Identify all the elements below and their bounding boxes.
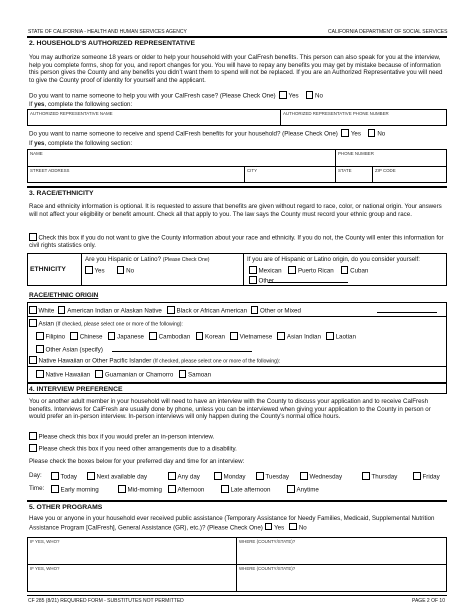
asian-row [29,319,183,329]
native-hawaiian-label: Native Hawaiian [45,371,91,379]
ar-name-field[interactable] [28,117,279,125]
other-arrangements-label: Please check this box if you need other arrangements due to a disability. [38,445,237,453]
spend-no-checkbox[interactable] [368,129,376,137]
section-4-rule [27,382,447,384]
spend-yes-label: Yes [350,130,361,138]
spend-question [29,129,385,138]
header-rule [27,36,447,38]
day-thursday [362,472,397,481]
mid-morning-checkbox[interactable] [118,485,126,493]
help-yes-checkbox[interactable] [279,91,287,99]
other-asian-line[interactable] [112,351,252,352]
asian-indian-label: Asian Indian [286,333,321,341]
japanese-checkbox[interactable] [108,332,116,340]
who-label-1: IF YES, WHO? [30,539,60,544]
assistance-yes-checkbox[interactable] [265,523,273,531]
other-origin-checkbox[interactable] [249,276,257,284]
wednesday-checkbox[interactable] [300,472,308,480]
time-afternoon [168,485,204,494]
help-ifyes-note [29,101,132,109]
race-row-1 [29,306,301,315]
nhpi-label: Native Hawaiian or Other Pacific Islander [38,357,152,365]
ethnicity-divider-1 [81,253,82,286]
puerto-rican-label: Puerto Rican [297,267,334,275]
other-mixed-line[interactable] [377,312,437,313]
asian-checkbox[interactable] [29,319,37,327]
inperson-row [29,432,214,441]
phone-label: PHONE NUMBER [338,151,374,156]
where-field-1[interactable] [237,545,446,563]
other-asian-label: Other Asian (specify) [45,346,103,354]
ifyes-post-2: , complete the following section: [44,140,133,147]
asian-label: Asian [38,320,54,328]
city-label: CITY [247,168,258,173]
who-field-2[interactable] [28,572,235,591]
thursday-label: Thursday [371,473,398,481]
mexican-label: Mexican [258,267,282,275]
asian-note: (If checked, please select one or more of the following): [55,321,183,328]
section-5-paragraph [29,515,445,532]
japanese-label: Japanese [117,333,144,341]
spend-no-label: No [377,130,386,138]
help-no-label: No [315,92,323,100]
decline-race-text: Check this box if you do not want to give the County information about your race and ethnicity. If you do not, the County will enter this information for civil rights statistics only. [29,234,444,250]
ethnicity-label: ETHNICITY [30,266,66,273]
name-field[interactable] [28,157,334,165]
cuban-label: Cuban [350,267,369,275]
ifyes-pre: If [29,101,35,108]
nhpi-note: (If checked, please select one or more of the following): [153,358,281,365]
decline-race-row [29,233,445,250]
hispanic-options [85,266,134,275]
filipino-label: Filipino [45,333,66,341]
section-3-paragraph: Race and ethnicity information is optional. It is requested to assure that benefits are given without regard to race, color, or national origin. Your answers will not affect your eligibility or benefit amount. Check all that apply to you. The law says the County must record your ethnic group and race. [29,203,442,218]
vietnamese-checkbox[interactable] [230,332,238,340]
chinese-checkbox[interactable] [70,332,78,340]
any-day-checkbox[interactable] [168,472,176,480]
afternoon-checkbox[interactable] [168,485,176,493]
section-5-title: 5. OTHER PROGRAMS [29,504,103,511]
state-label: STATE [338,168,352,173]
laotian-checkbox[interactable] [326,332,334,340]
spend-yes-checkbox[interactable] [341,129,349,137]
name-label: NAME [30,151,43,156]
assistance-no-checkbox[interactable] [289,523,297,531]
hispanic-no-label: No [126,267,135,275]
help-yes-label: Yes [288,92,299,100]
origin-options [249,266,368,275]
white-label: White [38,307,55,315]
anytime-label: Anytime [296,486,319,494]
nhpi-checkbox[interactable] [29,356,37,364]
other-origin-line[interactable] [268,282,348,283]
american-indian-checkbox[interactable] [58,306,66,314]
ifyes-bold-2: yes [34,140,45,147]
monday-label: Monday [223,473,246,481]
ifyes-bold: yes [34,101,45,108]
inperson-label: Please check this box if you would prefer an in-person interview. [38,433,215,441]
early-morning-checkbox[interactable] [51,485,59,493]
nhpi-row [29,356,280,366]
spend-question-text: Do you want to name someone to receive and spend CalFresh benefits for your household? (Please Check One) [29,130,338,138]
ar-phone-field[interactable] [281,117,446,125]
street-field[interactable] [28,174,243,182]
anytime-checkbox[interactable] [287,485,295,493]
today-checkbox[interactable] [51,472,59,480]
section-3-title: 3. RACE/ETHNICITY [29,190,94,197]
laotian-label: Laotian [335,333,356,341]
hispanic-question [85,256,209,265]
guamanian-label: Guamanian or Chamorro [104,371,174,379]
street-label: STREET ADDRESS [30,168,70,173]
day-wednesday [300,472,342,481]
tuesday-label: Tuesday [265,473,290,481]
decline-race-checkbox[interactable] [29,233,37,241]
section-4-paragraph: You or another adult member in your household will need to have an interview with the County to discuss your application and to receive CalFresh benefits. Interviews for CalFresh are usually done by phone, unless you can be interviewed when giving your application to the County in person or would prefer an in-person interview. In-person interviews will only happen during the County’s normal office hours. [29,398,431,421]
white-checkbox[interactable] [29,306,37,314]
person-row-divider [27,166,447,167]
ifyes-pre-2: If [29,140,35,147]
who-label-2: IF YES, WHO? [30,566,60,571]
black-label: Black or African American [176,307,248,315]
race-row-1-divider [27,316,447,317]
race-row-2-divider [27,366,447,367]
section-2-title: 2. HOUSEHOLD’S AUTHORIZED REPRESENTATIVE [29,40,196,47]
other-asian-checkbox[interactable] [36,345,44,353]
friday-label: Friday [422,473,440,481]
ifyes-post: , complete the following section: [44,101,133,108]
day-friday [413,472,440,481]
state-field[interactable] [336,174,371,182]
other-asian-row [36,345,103,354]
zip-field[interactable] [373,174,446,182]
afternoon-label: Afternoon [177,486,205,494]
wednesday-label: Wednesday [309,473,343,481]
today-label: Today [60,473,78,481]
who-field-1[interactable] [28,545,235,563]
assistance-yes-label: Yes [274,524,285,532]
spend-ifyes-note [29,140,132,148]
day-today [51,472,77,481]
days-prompt: Please check the boxes below for your preferred day and time for an interview: [29,458,245,465]
assistance-row-divider [27,564,447,565]
other-mixed-label: Other or Mixed [260,307,301,315]
day-monday [214,472,246,481]
cuban-checkbox[interactable] [341,266,349,274]
ar-phone-label: AUTHORIZED REPRESENTATIVE PHONE NUMBER [283,111,389,116]
late-afternoon-label: Late afternoon [230,486,271,494]
where-label-1: WHERE (COUNTY/STATE)? [239,539,296,544]
where-field-2[interactable] [237,572,446,591]
black-checkbox[interactable] [167,306,175,314]
other-arrangements-row [29,444,237,453]
help-question [29,91,323,100]
monday-checkbox[interactable] [214,472,222,480]
friday-checkbox[interactable] [413,472,421,480]
samoan-label: Samoan [188,371,212,379]
department-header: CALIFORNIA DEPARTMENT OF SOCIAL SERVICES [328,29,448,35]
next-available-checkbox[interactable] [87,472,95,480]
time-mid-morning [118,485,162,494]
asian-indian-checkbox[interactable] [277,332,285,340]
race-origin-title: RACE/ETHNIC ORIGIN [29,292,99,299]
day-next-available [87,472,147,481]
tuesday-checkbox[interactable] [256,472,264,480]
hispanic-yes-label: Yes [94,267,105,275]
vietnamese-label: Vietnamese [239,333,273,341]
native-hawaiian-checkbox[interactable] [36,370,44,378]
hispanic-no-checkbox[interactable] [117,266,125,274]
time-late-afternoon [221,485,270,494]
samoan-checkbox[interactable] [179,370,187,378]
section-4-title: 4. INTERVIEW PREFERENCE [29,386,123,393]
help-no-checkbox[interactable] [306,91,314,99]
time-early-morning [51,485,99,494]
chinese-label: Chinese [79,333,103,341]
late-afternoon-checkbox[interactable] [221,485,229,493]
mexican-checkbox[interactable] [249,266,257,274]
origin-question: If you are of Hispanic or Latino origin, do you consider yourself: [247,256,420,263]
ar-name-label: AUTHORIZED REPRESENTATIVE NAME [30,111,113,116]
agency-header: STATE OF CALIFORNIA - HEALTH AND HUMAN SERVICES AGENCY [28,29,187,35]
filipino-checkbox[interactable] [36,332,44,340]
section-5-rule [27,500,447,502]
cambodian-checkbox[interactable] [149,332,157,340]
section-2-paragraph: You may authorize someone 18 years or older to help your household with your CalFresh benefits. This person can also speak for you at the interview, help you complete forms, shop for you, and report changes for you. You will have to repay any benefits you may get by mistake because of information this person gives the County and any benefits you didn’t want them to spend will not be replaced. If you are an Authorized Representative you will need to give the County proof of identity for yourself and the applicant. [29,54,443,84]
city-field[interactable] [245,174,334,182]
origin-other [249,276,274,285]
day-label: Day: [29,472,42,479]
guamanian-checkbox[interactable] [95,370,103,378]
cambodian-label: Cambodian [158,333,191,341]
section-5-question: Have you or anyone in your household ever received public assistance (Temporary Assistance for Needy Families, Medicaid, Supplemental Nutrition Assistance Program [CalFresh], General Assistance (GR), etc.)? (Please Check One) [29,515,435,532]
time-anytime [287,485,319,494]
other-arrangements-checkbox[interactable] [29,444,37,452]
inperson-checkbox[interactable] [29,432,37,440]
hispanic-check-one: (Please Check One) [162,257,210,263]
assistance-no-label: No [298,524,307,532]
help-question-text: Do you want to name someone to help you with your CalFresh case? (Please Check One) [29,92,276,100]
hispanic-question-text: Are you Hispanic or Latino? [85,256,162,263]
time-label: Time: [29,485,45,492]
korean-label: Korean [205,333,225,341]
asian-options [36,332,356,341]
american-indian-label: American Indian or Alaskan Native [67,307,162,315]
next-available-label: Next available day [96,473,148,481]
hispanic-yes-checkbox[interactable] [85,266,93,274]
day-tuesday [256,472,289,481]
puerto-rican-checkbox[interactable] [288,266,296,274]
phone-field[interactable] [336,157,446,165]
thursday-checkbox[interactable] [362,472,370,480]
footer-rule [27,595,447,596]
any-day-label: Any day [177,473,200,481]
ethnicity-divider-2 [243,253,244,286]
zip-label: ZIP CODE [375,168,396,173]
early-morning-label: Early morning [60,486,99,494]
nhpi-options [36,370,211,379]
other-origin-label: Other [258,277,274,285]
korean-checkbox[interactable] [196,332,204,340]
mid-morning-label: Mid-morning [127,486,162,494]
where-label-2: WHERE (COUNTY/STATE)? [239,566,296,571]
day-any [168,472,200,481]
form-id: CF 285 (8/21) REQUIRED FORM - SUBSTITUTES NOT PERMITTED [28,598,184,604]
page-number: PAGE 2 OF 10 [412,598,445,604]
other-mixed-checkbox[interactable] [251,306,259,314]
section-3-rule [27,186,447,188]
